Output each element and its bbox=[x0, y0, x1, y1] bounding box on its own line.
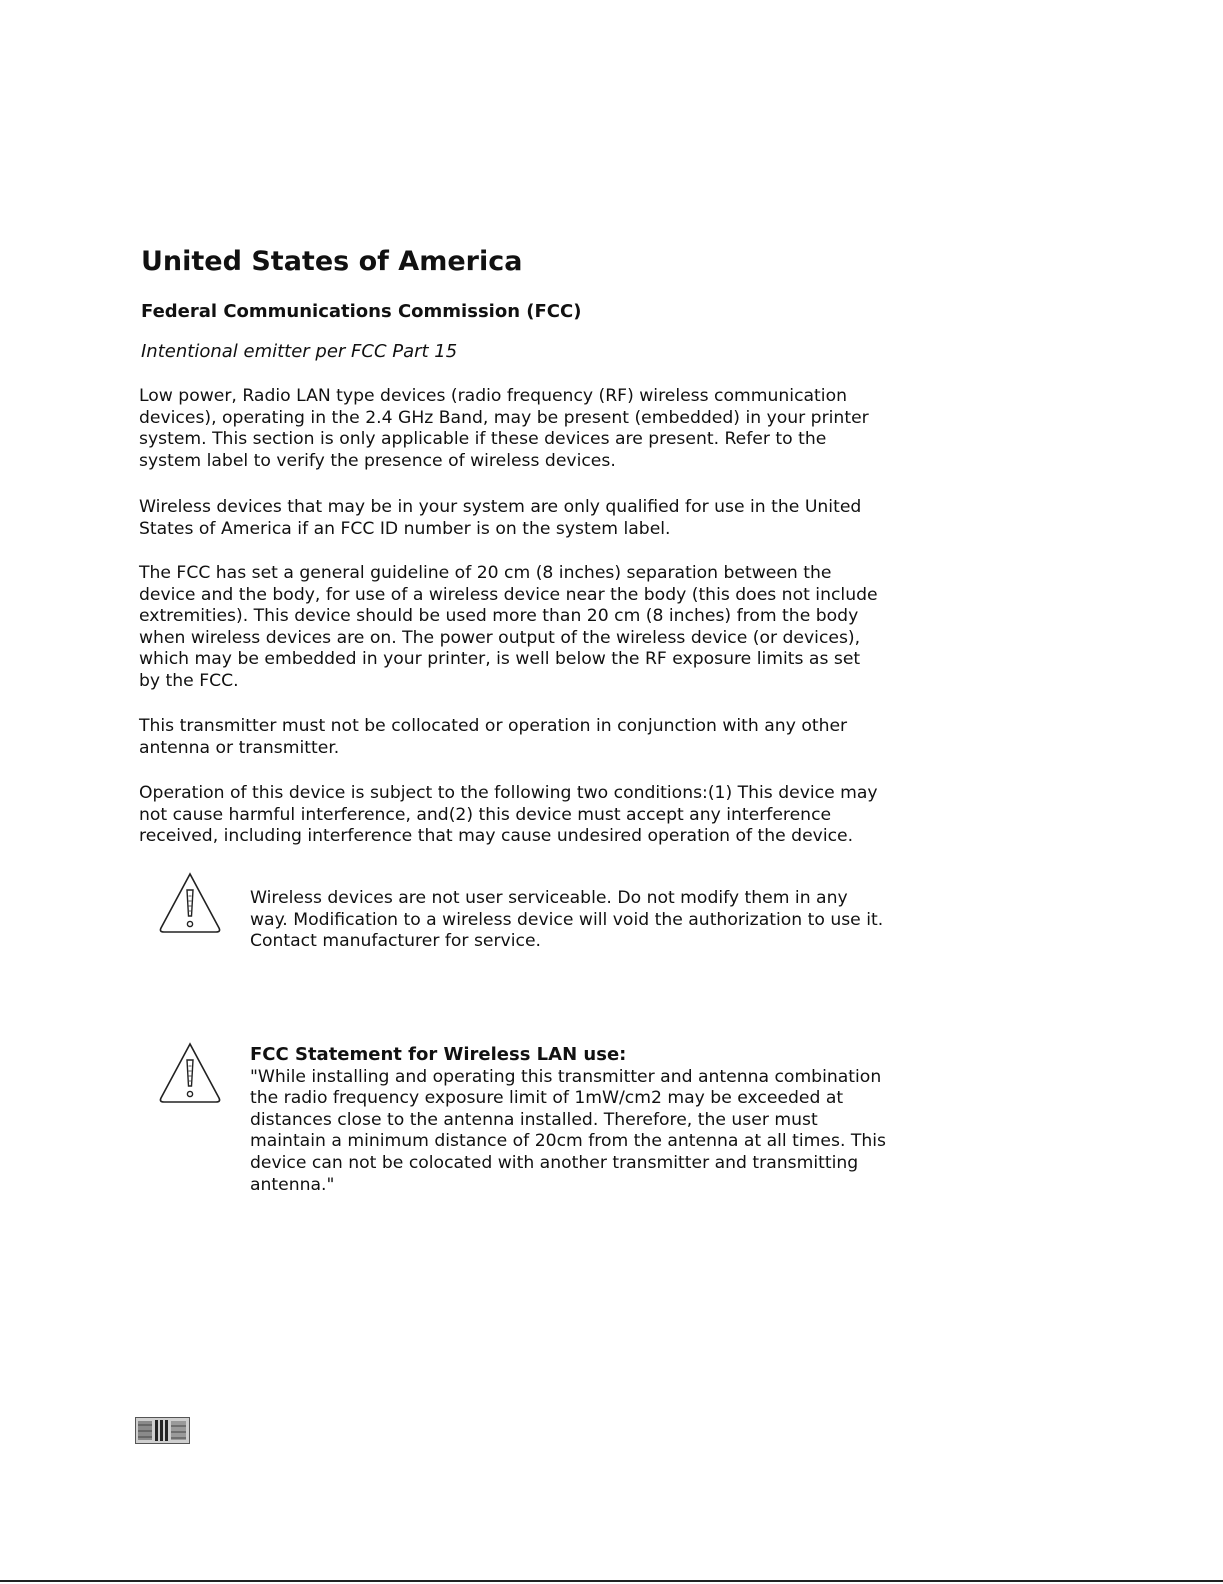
paragraph-collocation: This transmitter must not be collocated or operation in conjunction with any other antenna or transmitter. bbox=[139, 716, 848, 758]
warning-text bbox=[250, 1044, 890, 1196]
paragraph-fcc-id: Wireless devices that may be in your system are only qualified for use in the United States of America if an FCC ID number is on the system label. bbox=[139, 497, 862, 539]
page-heading: United States of America bbox=[141, 246, 523, 277]
paragraph-rf-devices: Low power, Radio LAN type devices (radio frequency (RF) wireless communication devices), operating in the 2.4 GHz Band, may be present (embedded) in your printer system. This section is only applicable if these devices are present. Refer to the system label to verify the presence of wireless devices. bbox=[139, 386, 869, 471]
caution-icon bbox=[157, 870, 223, 936]
paragraph-separation-guideline: The FCC has set a general guideline of 20 cm (8 inches) separation between the device and the body, for use of a wireless device near the body (this does not include extremities). This device should be used more than 20 cm (8 inches) from the body when wireless devices are on. The power output of the wireless device (or devices), which may be embedded in your printer, is well below the RF exposure limits as set by the FCC. bbox=[139, 563, 878, 691]
section-subheading: Federal Communications Commission (FCC) bbox=[141, 301, 582, 322]
caution-icon bbox=[157, 1040, 223, 1106]
page-bottom-edge bbox=[0, 1580, 1223, 1582]
warning-title: FCC Statement for Wireless LAN use: bbox=[250, 1044, 627, 1065]
page-number-stamp bbox=[135, 1417, 190, 1444]
intro-line: Intentional emitter per FCC Part 15 bbox=[141, 341, 458, 362]
paragraph-operating-conditions: Operation of this device is subject to the following two conditions:(1) This device may not cause harmful interference, and(2) this device must accept any interference received, including interference that may cause undesired operation of the device. bbox=[139, 783, 878, 847]
warning-body: "While installing and operating this transmitter and antenna combination the radio frequency exposure limit of 1mW/cm2 may be exceeded at distances close to the antenna installed. Therefore, the user must maintain a minimum distance of 20cm from the antenna at all times. This device can not be colocated with another transmitter and transmitting antenna." bbox=[250, 1066, 886, 1195]
warning-text: Wireless devices are not user serviceable. Do not modify them in any way. Modification to a wireless device will void the authorization to use it. Contact manufacturer for service. bbox=[250, 888, 884, 952]
